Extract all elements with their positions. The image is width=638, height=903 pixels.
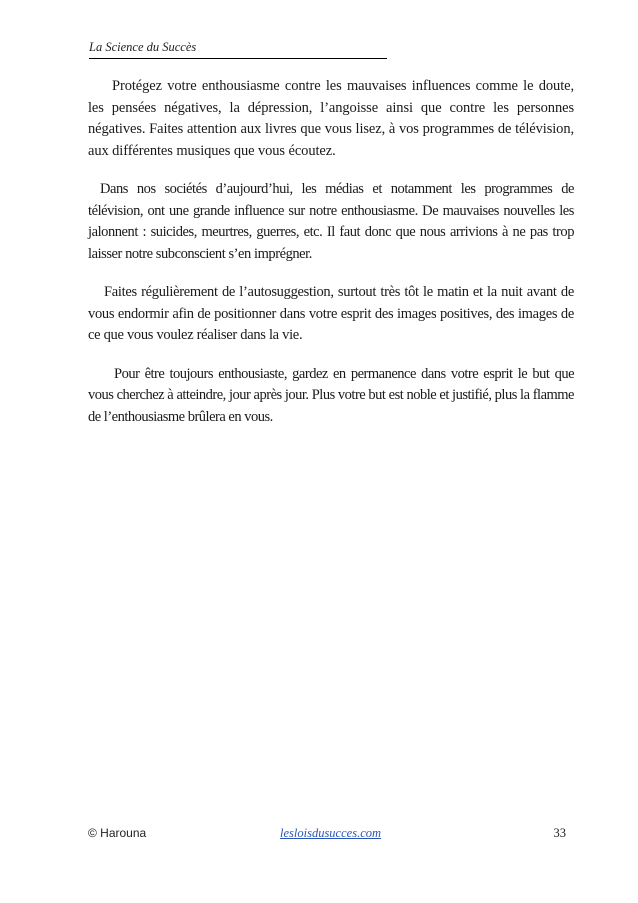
page-body	[88, 76, 574, 445]
page-footer	[88, 826, 566, 844]
paragraph-4: Pour être toujours enthousiaste, gardez en permanence dans votre esprit le but que vous cherchez à atteindre, jour après jour. Plus votre but est noble et justifié, plus la flamme de l’enthousiasme brûlera en vous.	[88, 365, 574, 425]
page-number: 33	[553, 826, 566, 840]
running-header	[89, 38, 387, 59]
document-title: La Science du Succès	[89, 40, 197, 54]
paragraph-1: Protégez votre enthousiasme contre les mauvaises influences comme le doute, les pensées négatives, la dépression, l’angoisse ainsi que contre les personnes négatives. Faites attention aux livres que vous lisez, à vos programmes de télévision, aux différentes musiques que vous écoutez.	[88, 78, 574, 159]
footer-author: © Harouna	[88, 826, 147, 840]
paragraph-2: Dans nos sociétés d’aujourd’hui, les médias et notamment les programmes de télévision, ont une grande influence sur notre enthousiasme. De mauvaises nouvelles les jalonnent : suicides, meurtres, guerres, etc. Il faut donc que nous arrivions à ne pas trop laisser notre subconscient s’en imprégner.	[88, 181, 574, 262]
paragraph-3: Faites régulièrement de l’autosuggestion, surtout très tôt le matin et la nuit avant de vous endormir afin de positionner dans votre esprit des images positives, des images de ce que vous voulez réaliser dans la vie.	[88, 284, 574, 343]
footer-website-link[interactable]: lesloisdusucces.com	[280, 826, 382, 840]
